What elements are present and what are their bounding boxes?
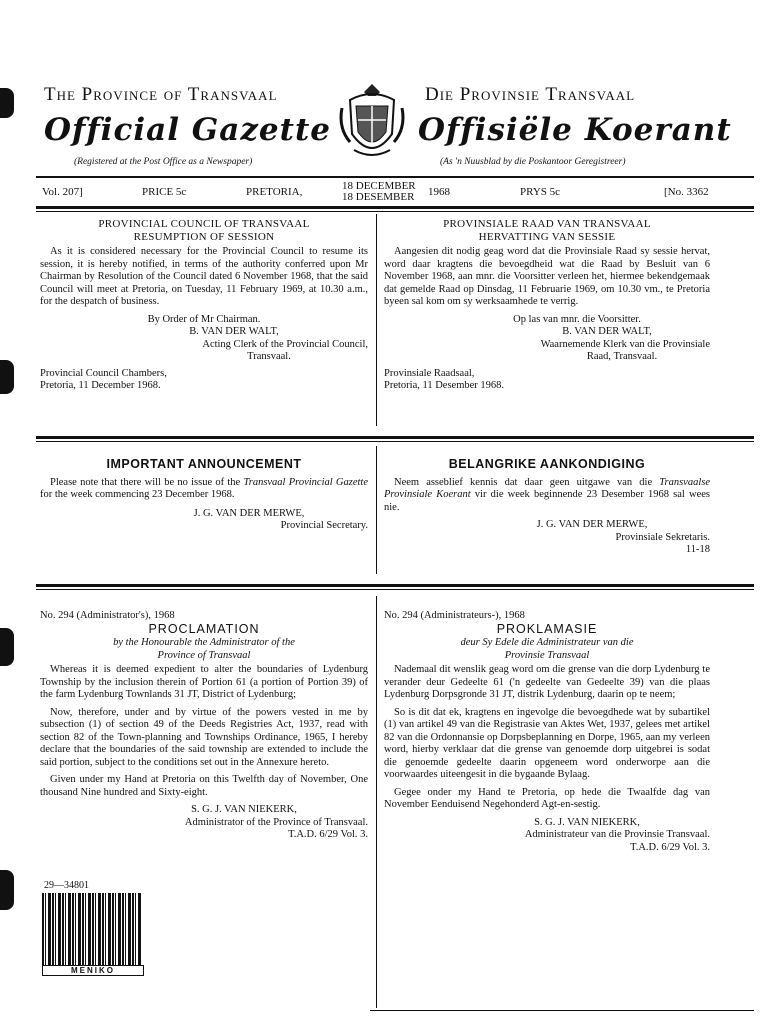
masthead-title-en: The Province of Transvaal bbox=[44, 84, 278, 105]
binder-tab bbox=[0, 628, 14, 666]
gazette-title-af: Offisiële Koerant bbox=[418, 112, 732, 148]
notice-reference: 11-18 bbox=[685, 544, 710, 555]
column-divider bbox=[376, 596, 377, 1008]
issue-date-af: 18 DESEMBER bbox=[342, 191, 415, 203]
proclamation-byline: deur Sy Edele die Administrateur van die bbox=[460, 637, 634, 648]
signatory-role: Provincial Secretary. bbox=[280, 520, 368, 531]
signatory-role: Transvaal. bbox=[247, 351, 291, 362]
issue-date-en: 18 DECEMBER bbox=[342, 180, 416, 192]
issue-number: [No. 3362 bbox=[664, 186, 709, 198]
rule bbox=[36, 584, 754, 587]
price-af: PRYS 5c bbox=[520, 186, 561, 198]
rule bbox=[36, 436, 754, 439]
notice-order: Op las van mnr. die Voorsitter. bbox=[513, 313, 641, 325]
signatory: S. G. J. VAN NIEKERK, bbox=[191, 804, 297, 815]
gazette-title-en: Official Gazette bbox=[44, 112, 332, 148]
column-divider bbox=[376, 446, 377, 574]
signatory: J. G. VAN DER MERWE, bbox=[193, 507, 305, 519]
rule bbox=[370, 1010, 754, 1011]
rule bbox=[36, 176, 754, 178]
issue-year: 1968 bbox=[428, 186, 450, 198]
notice-body: As it is considered necessary for the Provincial Council to resume its session, it is hereby notified, in terms of the authority conferred upon Mr Chairman by Resolution of the Council dated 6 November 1968, that the said Council will meet at Pretoria, on Tuesday, 11 February 1969, at 10.30 a.m., for the despatch of business. bbox=[40, 246, 368, 307]
rule bbox=[36, 589, 754, 590]
notice-subtitle: HERVATTING VAN SESSIE bbox=[478, 230, 616, 243]
announcement-af bbox=[384, 458, 710, 557]
registered-note-en: (Registered at the Post Office as a Newspaper) bbox=[74, 157, 253, 167]
barcode-icon bbox=[42, 893, 142, 967]
proclamation-paragraph: Nademaal dit wenslik geag word om die grense van die dorp Lydenburg te verander deur Gedeelte 61 ('n gedeelte van Gedeelte 39) van die plaas Lydenburg Dorpsgronde 31 JT, distrik Lydenburg, daarin op te neem; bbox=[384, 664, 710, 700]
notice-title: PROVINSIALE RAAD VAN TRANSVAAL bbox=[443, 218, 651, 230]
price-en: PRICE 5c bbox=[142, 186, 187, 198]
signatory: S. G. J. VAN NIEKERK, bbox=[534, 816, 640, 828]
proclamation-paragraph: Gegee onder my Hand te Pretoria, op hede die Twaalfde dag van November Eenduisend Negehonderd Agt-en-sestig. bbox=[384, 786, 710, 810]
proclamation-number: No. 294 (Administrateurs-), 1968 bbox=[384, 610, 525, 621]
notice-date: Pretoria, 11 Desember 1968. bbox=[384, 380, 505, 391]
signatory-role: Raad, Transvaal. bbox=[586, 351, 658, 362]
notice-title: PROVINCIAL COUNCIL OF TRANSVAAL bbox=[98, 218, 310, 230]
proclamation-paragraph: Whereas it is deemed expedient to alter the boundaries of Lydenburg Township by the inclusion therein of Portion 61 (a portion of Portion 39) of the farm Lydenburg Townlands 31 JT, District of Lydenburg; bbox=[40, 664, 368, 700]
notice-body: Aangesien dit nodig geag word dat die Provinsiale Raad sy sessie hervat, word daar kragtens die bevoegdheid wat die Raad by Besluit van 6 November 1968, aan mnr. die Voorsitter verleen het, hiermee bekendgemaak dat gemelde Raad op Dinsdag, 11 Februarie 1969, om 10.30 vm., te Pretoria byeen sal kom om sy werksaamhede te verrig. bbox=[384, 246, 710, 307]
signatory-role: Acting Clerk of the Provincial Council, bbox=[202, 338, 368, 350]
council-notice-af bbox=[384, 218, 710, 393]
proclamation-af bbox=[384, 610, 710, 854]
notice-place: Provinsiale Raadsaal, bbox=[384, 367, 475, 379]
announcement-body: Please note that there will be no issue of the Transvaal Provincial Gazette for the week commencing 23 December 1968. bbox=[40, 476, 368, 500]
proclamation-en bbox=[40, 610, 368, 842]
masthead-title-af: Die Provinsie Transvaal bbox=[425, 84, 636, 105]
rule bbox=[36, 211, 754, 212]
signatory: J. G. VAN DER MERWE, bbox=[536, 519, 648, 530]
proclamation-reference: T.A.D. 6/29 Vol. 3. bbox=[630, 841, 710, 853]
issue-info-row bbox=[40, 180, 740, 204]
proclamation-reference: T.A.D. 6/29 Vol. 3. bbox=[288, 829, 368, 840]
signatory-role: Waarnemende Klerk van die Provinsiale bbox=[540, 338, 710, 350]
registered-note-af: (As 'n Nuusblad by die Poskantoor Geregistreer) bbox=[440, 157, 626, 167]
signatory: B. VAN DER WALT, bbox=[189, 326, 279, 337]
proclamation-number: No. 294 (Administrator's), 1968 bbox=[40, 610, 175, 621]
binder-tab bbox=[0, 870, 14, 910]
print-code: 29—34801 bbox=[44, 880, 89, 891]
signatory-role: Administrateur van die Provinsie Transvaal. bbox=[524, 829, 710, 840]
notice-subtitle: RESUMPTION OF SESSION bbox=[133, 230, 275, 243]
proclamation-byline: Provinsie Transvaal bbox=[504, 649, 590, 661]
announcement-en bbox=[40, 458, 368, 533]
rule bbox=[36, 206, 754, 209]
notice-place: Provincial Council Chambers, bbox=[40, 367, 167, 379]
notice-order: By Order of Mr Chairman. bbox=[147, 313, 261, 325]
volume-number: Vol. 207] bbox=[42, 186, 83, 198]
column-divider bbox=[376, 214, 377, 426]
binder-tab bbox=[0, 88, 14, 118]
signatory-role: Provinsiale Sekretaris. bbox=[615, 531, 710, 543]
notice-date: Pretoria, 11 December 1968. bbox=[40, 380, 161, 391]
council-notice-en bbox=[40, 218, 368, 393]
proclamation-paragraph: Given under my Hand at Pretoria on this Twelfth day of November, One thousand Nine hundred and Sixty-eight. bbox=[40, 774, 368, 798]
signatory: B. VAN DER WALT, bbox=[562, 326, 652, 337]
announcement-title: BELANGRIKE AANKONDIGING bbox=[448, 457, 646, 471]
announcement-title: IMPORTANT ANNOUNCEMENT bbox=[106, 457, 302, 471]
signatory-role: Administrator of the Province of Transvaal. bbox=[184, 816, 368, 828]
proclamation-paragraph: So is dit dat ek, kragtens en ingevolge die bevoegdhede wat by subartikel (1) van artikel 49 van die Registrasie van Aktes Wet, 1937, gelees met artikel 82 van die Ordonnansie op Dorpsbeplanning en Dorpe, 1965, aan my verleen word, hierby verklaar dat die grense van genoemde dorp uitgebrei is sodat die genoemde gedeelte daarin opgeneem word onderworpe aan die voorwaardes uiteengesit in die bygaande Bylaag. bbox=[384, 706, 710, 780]
proclamation-byline: Province of Transvaal bbox=[157, 649, 251, 661]
pretoria-label: PRETORIA, bbox=[246, 186, 303, 198]
proclamation-paragraph: Now, therefore, under and by virtue of the powers vested in me by subsection (1) of section 49 of the Deeds Registries Act, 1937, read with section 82 of the Town-planning and Townships Ordinance, 1965, I hereby declare that the boundaries of the said township are extended to include the said portion, subject to the conditions set out in the Annexure hereto. bbox=[40, 706, 368, 768]
announcement-body: Neem asseblief kennis dat daar geen uitgawe van die Transvaalse Provinsiale Koerant vir die week beginnende 23 Desember 1968 sal wees nie. bbox=[384, 476, 711, 513]
barcode-label: MENIKO bbox=[42, 965, 144, 976]
coat-of-arms-icon bbox=[336, 80, 408, 164]
proclamation-byline: by the Honourable the Administrator of the bbox=[113, 637, 295, 648]
proclamation-title: PROKLAMASIE bbox=[496, 621, 598, 636]
proclamation-title: PROCLAMATION bbox=[148, 621, 260, 636]
rule bbox=[36, 441, 754, 442]
binder-tab bbox=[0, 360, 14, 394]
